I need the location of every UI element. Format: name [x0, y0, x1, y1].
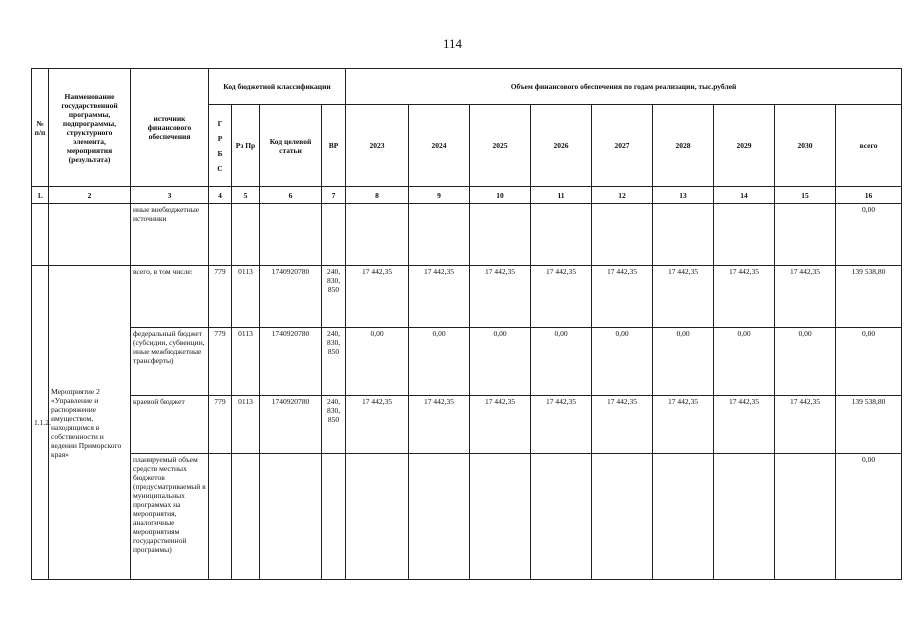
grbs-letter: С	[217, 163, 223, 173]
cell-csr	[260, 454, 322, 580]
cell-csr: 1740920780	[260, 266, 322, 328]
cell-empty	[322, 204, 346, 266]
cell-empty	[232, 204, 260, 266]
table-row	[32, 328, 902, 396]
cell-amount: 0,00	[714, 328, 775, 396]
cell-amount: 0,00	[346, 328, 409, 396]
column-number: 12	[592, 187, 653, 204]
cell-amount	[714, 454, 775, 580]
cell-grbs: 779	[209, 396, 232, 454]
cell-csr: 1740920780	[260, 396, 322, 454]
cell-vr: 240, 830, 850	[322, 396, 346, 454]
column-number: 7	[322, 187, 346, 204]
cell-amount: 17 442,35	[470, 396, 531, 454]
cell-amount: 17 442,35	[714, 266, 775, 328]
column-number: 10	[470, 187, 531, 204]
cell-amount	[592, 454, 653, 580]
cell-amount: 17 442,35	[346, 266, 409, 328]
cell-empty	[32, 204, 49, 266]
measure-number: 1.1.2.	[32, 266, 49, 580]
header-year-2030: 2030	[775, 105, 836, 187]
page-number: 114	[442, 36, 463, 51]
cell-empty	[531, 204, 592, 266]
cell-amount	[409, 454, 470, 580]
column-number: 14	[714, 187, 775, 204]
header-funding: Объем финансового обеспечения по годам реализации, тыс.рублей	[346, 69, 902, 105]
grbs-letter: Р	[217, 133, 223, 143]
cell-source: иные внебюджетные источники	[131, 204, 209, 266]
cell-empty	[209, 204, 232, 266]
cell-vr: 240, 830, 850	[322, 266, 346, 328]
grbs-letter: Г	[217, 118, 223, 128]
cell-amount: 17 442,35	[653, 266, 714, 328]
column-number: 1.	[32, 187, 49, 204]
cell-empty	[346, 204, 409, 266]
cell-source: планируемый объем средств местных бюджетов (предусматриваемый в муниципальных программах на мероприятия, аналогичные мероприятиям государственной программы)	[131, 454, 209, 580]
cell-total: 0,00	[836, 454, 902, 580]
cell-amount: 17 442,35	[409, 396, 470, 454]
measure-name: Мероприятие 2 «Управление и распоряжение имуществом, находящимся в собственности и ведении Приморского края»	[49, 266, 131, 580]
table-row	[32, 396, 902, 454]
cell-empty	[409, 204, 470, 266]
cell-source: всего, в том числе:	[131, 266, 209, 328]
header-target-code: Код целевой статьи	[260, 105, 322, 187]
cell-amount: 0,00	[653, 328, 714, 396]
cell-amount: 17 442,35	[714, 396, 775, 454]
cell-amount: 17 442,35	[775, 396, 836, 454]
cell-amount: 0,00	[470, 328, 531, 396]
cell-total: 139 538,80	[836, 396, 902, 454]
cell-amount	[775, 454, 836, 580]
header-year-2024: 2024	[409, 105, 470, 187]
header-year-2029: 2029	[714, 105, 775, 187]
cell-grbs	[209, 454, 232, 580]
cell-source: федеральный бюджет (субсидии, субвенции, иные межбюджетные трансферты)	[131, 328, 209, 396]
column-number: 13	[653, 187, 714, 204]
cell-total: 0,00	[836, 204, 902, 266]
header-total: всего	[836, 105, 902, 187]
column-number: 16	[836, 187, 902, 204]
column-number: 8	[346, 187, 409, 204]
cell-grbs: 779	[209, 266, 232, 328]
cell-csr: 1740920780	[260, 328, 322, 396]
header-year-2027: 2027	[592, 105, 653, 187]
column-number: 6	[260, 187, 322, 204]
table-row	[32, 454, 902, 580]
column-number: 9	[409, 187, 470, 204]
cell-amount: 17 442,35	[653, 396, 714, 454]
column-number: 15	[775, 187, 836, 204]
cell-total: 139 538,80	[836, 266, 902, 328]
cell-rzpr: 0113	[232, 266, 260, 328]
cell-amount: 0,00	[592, 328, 653, 396]
cell-empty	[260, 204, 322, 266]
header-no: № п/п	[32, 69, 49, 187]
table-row	[32, 266, 902, 328]
cell-amount: 17 442,35	[592, 266, 653, 328]
cell-source: краевой бюджет	[131, 396, 209, 454]
cell-amount: 17 442,35	[470, 266, 531, 328]
cell-vr	[322, 454, 346, 580]
cell-amount: 17 442,35	[409, 266, 470, 328]
cell-empty	[592, 204, 653, 266]
header-vr: ВР	[322, 105, 346, 187]
cell-amount: 17 442,35	[592, 396, 653, 454]
column-number: 2	[49, 187, 131, 204]
column-number: 3	[131, 187, 209, 204]
header-year-2028: 2028	[653, 105, 714, 187]
header-grbs	[209, 105, 232, 187]
column-number: 5	[232, 187, 260, 204]
header-budget-code: Код бюджетной классификации	[209, 69, 346, 105]
cell-empty	[470, 204, 531, 266]
column-number: 11	[531, 187, 592, 204]
cell-total: 0,00	[836, 328, 902, 396]
cell-amount: 0,00	[531, 328, 592, 396]
cell-amount	[470, 454, 531, 580]
header-name: Наименование государственной программы, подпрограммы, структурного элемента, мероприятия (результата)	[49, 69, 131, 187]
cell-amount: 17 442,35	[531, 396, 592, 454]
cell-rzpr: 0113	[232, 328, 260, 396]
cell-amount: 17 442,35	[346, 396, 409, 454]
cell-empty	[49, 204, 131, 266]
cell-amount: 0,00	[409, 328, 470, 396]
budget-table	[31, 68, 902, 580]
header-year-2023: 2023	[346, 105, 409, 187]
grbs-letter: Б	[217, 148, 223, 158]
cell-vr: 240, 830, 850	[322, 328, 346, 396]
column-number: 4	[209, 187, 232, 204]
header-year-2026: 2026	[531, 105, 592, 187]
cell-amount	[653, 454, 714, 580]
cell-grbs: 779	[209, 328, 232, 396]
cell-amount: 17 442,35	[531, 266, 592, 328]
table-row-continuation	[32, 204, 902, 266]
cell-amount	[346, 454, 409, 580]
cell-empty	[653, 204, 714, 266]
header-source: источник финансового обеспечения	[131, 69, 209, 187]
header-rzpr: Рз Пр	[232, 105, 260, 187]
cell-rzpr	[232, 454, 260, 580]
cell-amount	[531, 454, 592, 580]
cell-empty	[714, 204, 775, 266]
cell-amount: 0,00	[775, 328, 836, 396]
cell-amount: 17 442,35	[775, 266, 836, 328]
header-year-2025: 2025	[470, 105, 531, 187]
cell-rzpr: 0113	[232, 396, 260, 454]
cell-empty	[775, 204, 836, 266]
